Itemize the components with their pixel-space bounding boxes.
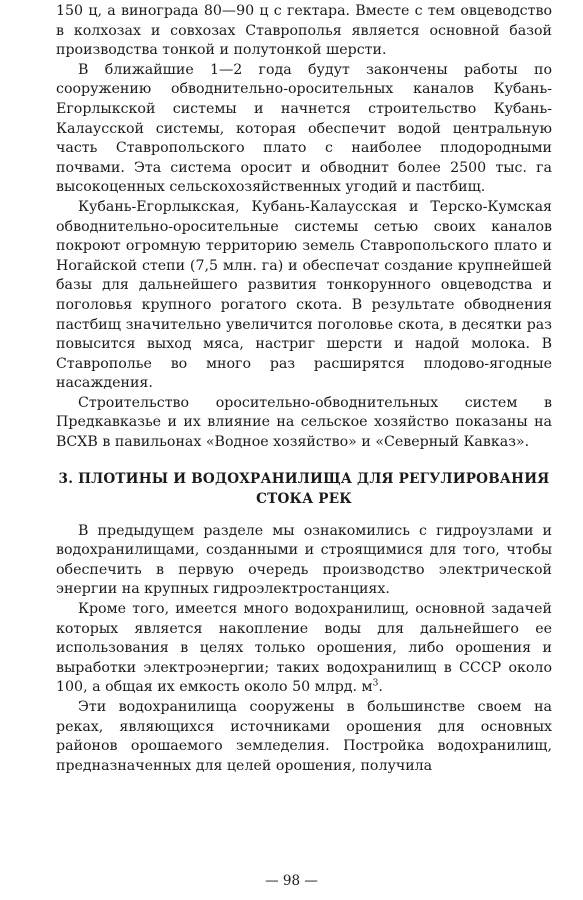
section-heading: [56, 469, 552, 509]
paragraph-4: Строительство оросительно-обводнительных систем в Предкавказье и их влияние на сельское хозяйство показаны на ВСХВ в павильонах «Водное хозяйство» и «Северный Кавказ».: [56, 394, 552, 451]
paragraph-6-end: .: [378, 679, 383, 696]
paragraph-7: Эти водохранилища сооружены в большинстве своем на реках, являющихся источниками орошения для основных районов орошаемого земледелия. Постройка водохранилищ, предназначенных для целей орошения, получила: [56, 699, 552, 774]
paragraph-3: Кубань-Егорлыкская, Кубань-Калаусская и Терско-Кумская обводнительно-оросительные системы сетью своих каналов покроют огромную территорию земель Ставропольского плато и Ногайской степи (7,5 млн. га) и обеспечат создание крупнейшей базы для дальнейшего развития тонкорунного овцеводства и поголовья крупного рогатого скота. В результате обводнения пастбищ значительно увеличится поголовье скота, в десятки раз повысится выход мяса, настриг шерсти и надой молока. В Ставрополье во много раз расширятся плодово-ягодные насаждения.: [56, 198, 552, 392]
section-heading-line-2: СТОКА РЕК: [256, 490, 352, 507]
heading-spacer: [56, 509, 552, 522]
paragraph-6: [56, 600, 552, 698]
page-body: [56, 2, 552, 776]
page-number: — 98 —: [265, 873, 318, 889]
paragraph-1: 150 ц, а винограда 80—90 ц с гектара. Вместе с тем овцеводство в колхозах и совхозах Ставрополья является основной базой производства тонкой и полутонкой шерсти.: [56, 3, 552, 59]
paragraph-6-text: Кроме того, имеется много водохранилищ, основной задачей которых является накопление воды для дальнейшего ее использования в целях только орошения, либо орошения и выработки электроэнергии; таких водохранилищ в СССР около 100, а общая их емкость около 50 млрд. м: [56, 601, 552, 696]
cubic-superscript: 3: [372, 678, 379, 689]
paragraph-5: В предыдущем разделе мы ознакомились с гидроузлами и водохранилищами, созданными и строящимися для того, чтобы обеспечить в первую очередь производство электрической энергии на крупных гидроэлектростанциях.: [56, 522, 552, 598]
paragraph-2: В ближайшие 1—2 года будут закончены работы по сооружению обводнительно-оросительных каналов Кубань-Егорлыкской системы и начнется строительство Кубань-Калаусской системы, которая обеспечит водой центральную часть Ставропольского плато с наиболее плодородными почвами. Эта система оросит и обводнит более 2500 тыс. га высокоценных сельскохозяйственных угодий и пастбищ.: [56, 61, 552, 196]
section-heading-line-1: 3. ПЛОТИНЫ И ВОДОХРАНИЛИЩА ДЛЯ РЕГУЛИРОВАНИЯ: [58, 470, 550, 487]
